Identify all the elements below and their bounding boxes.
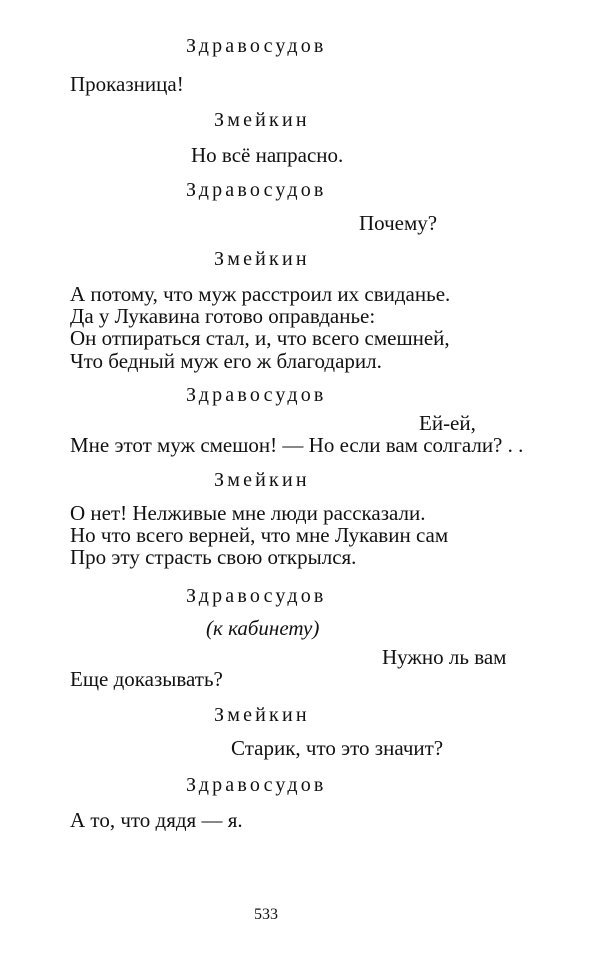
speech-line: Проказница!: [70, 72, 184, 96]
speaker-name: Здравосудов: [186, 384, 327, 406]
speaker-name: Здравосудов: [186, 35, 327, 57]
page-number: 533: [254, 906, 278, 923]
speech-line: Он отпираться стал, и, что всего смешней,: [70, 326, 450, 350]
speech-line: Мне этот муж смешон! — Но если вам солгали? . .: [70, 433, 524, 457]
speech-line: Но всё напрасно.: [191, 143, 344, 167]
stage-direction: (к кабинету): [206, 616, 320, 640]
speech-line: Что бедный муж его ж благодарил.: [70, 349, 382, 373]
speaker-name: Змейкин: [214, 469, 310, 491]
speech-line: Почему?: [359, 211, 438, 235]
speech-line: А потому, что муж расстроил их свиданье.: [70, 282, 451, 306]
speaker-name: Здравосудов: [186, 179, 327, 201]
speech-line: Старик, что это значит?: [231, 736, 444, 760]
speaker-name: Здравосудов: [186, 585, 327, 607]
speech-line: Еще доказывать?: [70, 667, 223, 691]
speaker-name: Змейкин: [214, 704, 310, 726]
speech-line: А то, что дядя — я.: [70, 808, 243, 832]
speech-line: О нет! Нелживые мне люди рассказали.: [70, 501, 426, 525]
speech-line: Про эту страсть свою открылся.: [70, 545, 357, 569]
speech-line: Да у Лукавина готово оправданье:: [70, 304, 376, 328]
speech-line: Но что всего верней, что мне Лукавин сам: [70, 523, 449, 547]
speaker-name: Змейкин: [214, 109, 310, 131]
speech-line: Нужно ль вам: [382, 645, 507, 669]
speaker-name: Змейкин: [214, 248, 310, 270]
speech-line: Ей-ей,: [419, 411, 476, 435]
speaker-name: Здравосудов: [186, 774, 327, 796]
